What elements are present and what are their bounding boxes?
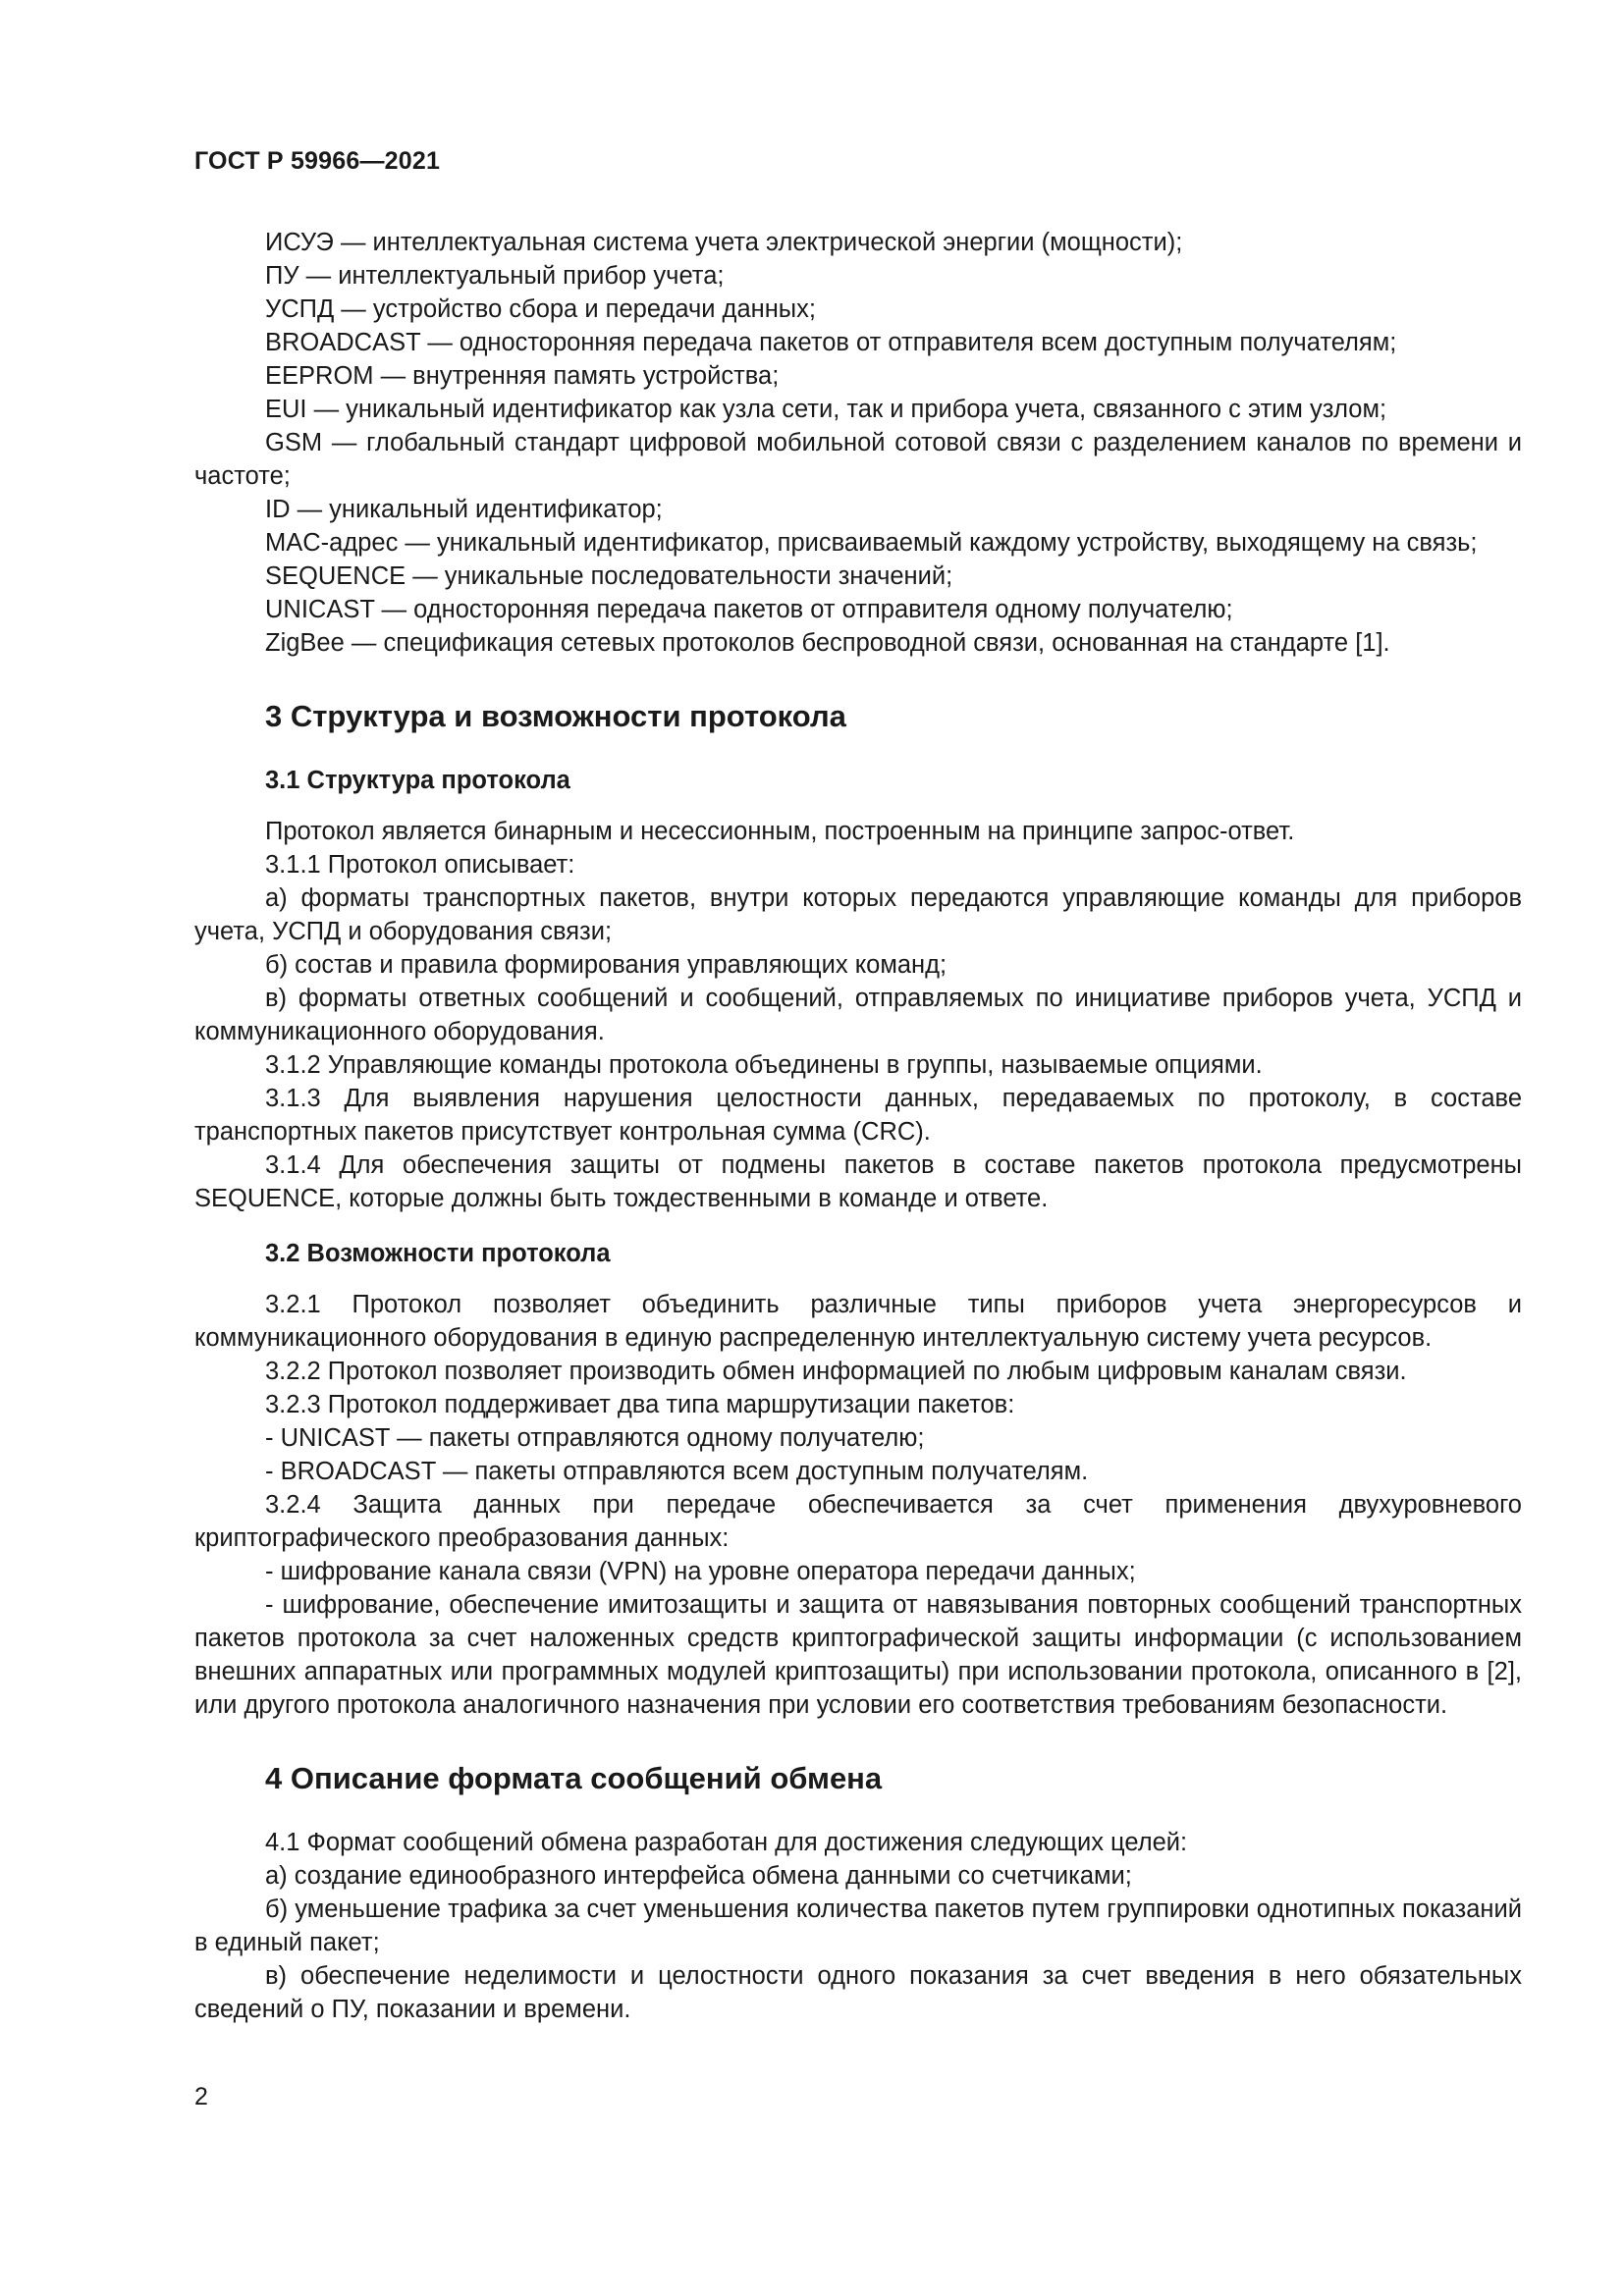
paragraph: б) уменьшение трафика за счет уменьшения количества пакетов путем группировки однотипных показаний в единый пакет; — [194, 1896, 1522, 1956]
section-3-2-title: 3.2 Возможности протокола — [265, 1240, 611, 1267]
section-4-title: 4 Описание формата сообщений обмена — [265, 1761, 883, 1795]
page-content — [194, 226, 1522, 2026]
list-item: - шифрование канала связи (VPN) на уровне оператора передачи данных; — [265, 1558, 1136, 1585]
abbreviation-item: SEQUENCE — уникальные последовательности значений; — [265, 562, 953, 590]
section-3-title: 3 Структура и возможности протокола — [265, 699, 846, 733]
paragraph: 3.2.4 Защита данных при передаче обеспечивается за счет применения двухуровневого криптографического преобразования данных: — [194, 1491, 1522, 1552]
abbreviation-item: УСПД — устройство сбора и передачи данных; — [265, 295, 816, 323]
paragraph: 3.1.4 Для обеспечения защиты от подмены пакетов в составе пакетов протокола предусмотрены SEQUENCE, которые должны быть тождественными в команде и ответе. — [194, 1151, 1522, 1212]
paragraph: 3.1.1 Протокол описывает: — [265, 851, 575, 879]
list-item: - BROADCAST — пакеты отправляются всем доступным получателям. — [265, 1458, 1089, 1485]
paragraph: а) создание единообразного интерфейса обмена данными со счетчиками; — [265, 1862, 1132, 1890]
section-3-2-body — [194, 1288, 1522, 1722]
abbreviation-item: GSM — глобальный стандарт цифровой мобильной сотовой связи с разделением каналов по времени и частоте; — [194, 429, 1522, 490]
paragraph: а) форматы транспортных пакетов, внутри которых передаются управляющие команды для приборов учета, УСПД и оборудования связи; — [194, 884, 1522, 945]
section-3-1-body — [194, 815, 1522, 1215]
paragraph: 3.2.3 Протокол поддерживает два типа маршрутизации пакетов: — [265, 1391, 1015, 1418]
paragraph: в) форматы ответных сообщений и сообщений, отправляемых по инициативе приборов учета, УСПД и коммуникационного оборудования. — [194, 985, 1522, 1045]
section-3-1-title: 3.1 Структура протокола — [265, 767, 570, 794]
paragraph: 3.1.2 Управляющие команды протокола объединены в группы, называемые опциями. — [265, 1051, 1263, 1079]
abbreviation-item: UNICAST — односторонняя передача пакетов от отправителя одному получателю; — [265, 596, 1233, 623]
abbreviation-item: ID — уникальный идентификатор; — [265, 496, 663, 523]
paragraph: 4.1 Формат сообщений обмена разработан для достижения следующих целей: — [265, 1829, 1188, 1856]
abbreviations-list — [194, 226, 1522, 660]
list-item: - шифрование, обеспечение имитозащиты и защита от навязывания повторных сообщений транспортных пакетов протокола за счет наложенных средств криптографической защиты информации (с использованием внешних аппаратных или программных модулей криптозащиты) при использовании протокола, описанного в [2], или другого протокола аналогичного назначения при условии его соответствия требованиям безопасности. — [194, 1591, 1522, 1719]
standard-header: ГОСТ Р 59966—2021 — [194, 147, 441, 175]
list-item: - UNICAST — пакеты отправляются одному получателю; — [265, 1424, 925, 1452]
paragraph: 3.2.1 Протокол позволяет объединить различные типы приборов учета энергоресурсов и коммуникационного оборудования в единую распределенную интеллектуальную систему учета ресурсов. — [194, 1291, 1522, 1352]
abbreviation-item: EEPROM — внутренняя память устройства; — [265, 362, 780, 390]
abbreviation-item: BROADCAST — односторонняя передача пакетов от отправителя всем доступным получателям; — [265, 329, 1397, 356]
abbreviation-item: ПУ — интеллектуальный прибор учета; — [265, 262, 725, 290]
paragraph: б) состав и правила формирования управляющих команд; — [265, 951, 947, 979]
paragraph: в) обеспечение неделимости и целостности одного показания за счет введения в него обязательных сведений о ПУ, показании и времени. — [194, 1962, 1522, 2023]
abbreviation-item: EUI — уникальный идентификатор как узла сети, так и прибора учета, связанного с этим узлом; — [265, 396, 1387, 423]
paragraph: Протокол является бинарным и несессионным, построенным на принципе запрос-ответ. — [265, 818, 1295, 845]
paragraph: 3.1.3 Для выявления нарушения целостности данных, передаваемых по протоколу, в составе транспортных пакетов присутствует контрольная сумма (CRC). — [194, 1085, 1522, 1146]
abbreviation-item: ZigBee — спецификация сетевых протоколов беспроводной связи, основанная на стандарте [1]. — [265, 629, 1390, 657]
page-number: 2 — [194, 2083, 208, 2110]
section-4-body — [194, 1826, 1522, 2026]
abbreviation-item: ИСУЭ — интеллектуальная система учета электрической энергии (мощности); — [265, 229, 1183, 256]
paragraph: 3.2.2 Протокол позволяет производить обмен информацией по любым цифровым каналам связи. — [265, 1358, 1407, 1385]
abbreviation-item: MAC-адрес — уникальный идентификатор, присваиваемый каждому устройству, выходящему на связь; — [265, 529, 1478, 557]
